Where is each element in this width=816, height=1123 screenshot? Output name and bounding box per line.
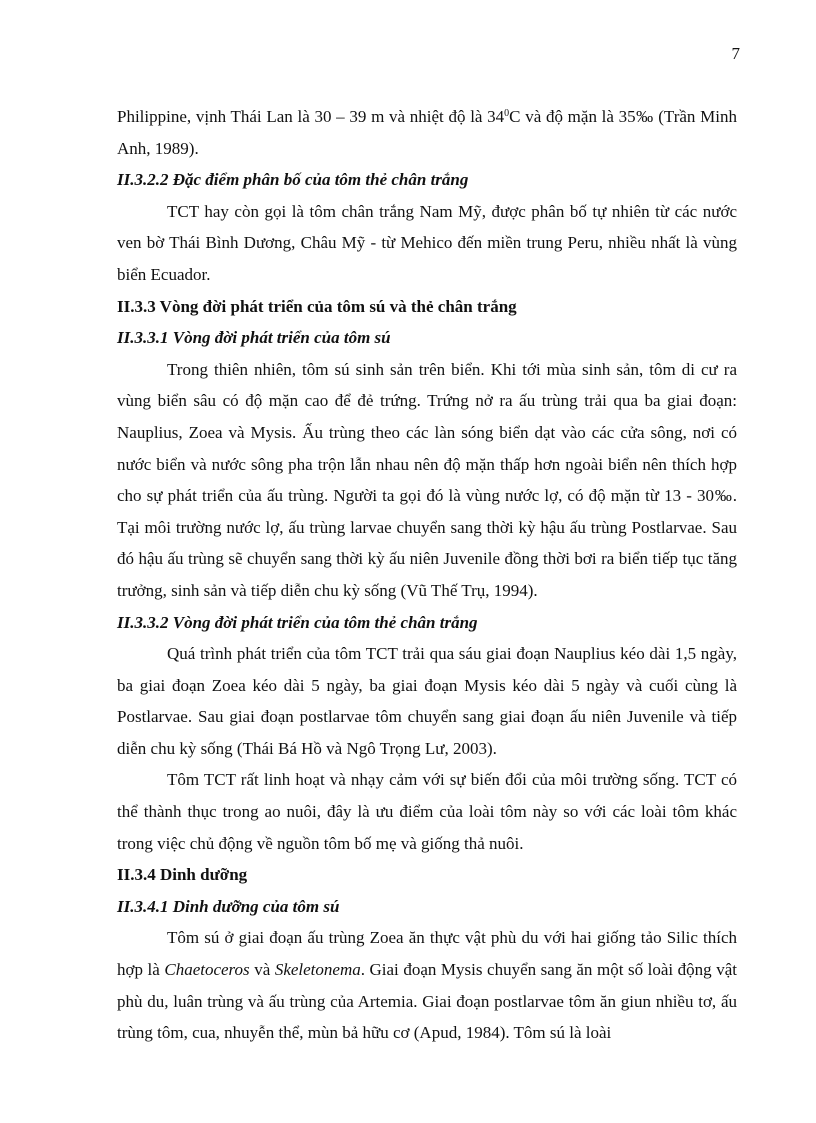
paragraph-3-3-2b: Tôm TCT rất linh hoạt và nhạy cảm với sự biến đổi của môi trường sống. TCT có thể thành thục trong ao nuôi, đây là ưu điểm của loài tôm này so với các loài tôm khác trong việc chủ động về nguồn tôm bố mẹ và giống thả nuôi. bbox=[117, 770, 737, 853]
heading-3-3: II.3.3 Vòng đời phát triển của tôm sú và thẻ chân trắng bbox=[117, 296, 517, 316]
degree-superscript: 0 bbox=[504, 108, 510, 119]
para-text-2: và bbox=[249, 960, 275, 980]
heading-3-3-1: II.3.3.1 Vòng đời phát triển của tôm sú bbox=[117, 328, 391, 348]
heading-3-2-2: II.3.2.2 Đặc điểm phân bố của tôm thẻ chân trắng bbox=[117, 170, 469, 190]
paragraph-3-4-1 bbox=[117, 922, 737, 1048]
paragraph-3-2-2: TCT hay còn gọi là tôm chân trắng Nam Mỹ, được phân bố tự nhiên từ các nước ven bờ Thái Bình Dương, Châu Mỹ - từ Mehico đến miền trung Peru, nhiều nhất là vùng biển Ecuador. bbox=[117, 201, 737, 284]
species-name-chaetoceros: Chaetoceros bbox=[164, 960, 250, 980]
para-text-1: Tôm sú ở giai đoạn ấu trùng Zoea ăn thực vật phù du với hai giống tảo Silic thích hợp là bbox=[117, 928, 737, 980]
para-text-3: . Giai đoạn Mysis chuyển sang ăn một số loài động vật phù du, luân trùng và ấu trùng của Artemia. Giai đoạn postlarvae tôm ăn giun nhiều tơ, ấu trùng tôm, cua, nhuyễn thể, mùn bả hữu cơ (Apud, 1984). Tôm sú là loài bbox=[117, 960, 737, 1043]
intro-text-after: C và độ mặn là 35‰ (Trần Minh Anh, 1989). bbox=[117, 107, 737, 158]
heading-3-4: II.3.4 Dinh dưỡng bbox=[117, 865, 248, 885]
document-body bbox=[117, 101, 737, 1049]
page-number: 7 bbox=[731, 44, 740, 63]
intro-paragraph bbox=[117, 101, 737, 164]
paragraph-3-3-2a: Quá trình phát triển của tôm TCT trải qua sáu giai đoạn Nauplius kéo dài 1,5 ngày, ba giai đoạn Zoea kéo dài 5 ngày, ba giai đoạn Mysis kéo dài 5 ngày và cuối cùng là Postlarvae. Sau giai đoạn postlarvae tôm chuyển sang giai đoạn ấu niên Juvenile và tiếp diễn chu kỳ sống (Thái Bá Hồ và Ngô Trọng Lư, 2003). bbox=[117, 644, 737, 758]
intro-text-before: Philippine, vịnh Thái Lan là 30 – 39 m và nhiệt độ là 34 bbox=[117, 107, 505, 126]
heading-3-3-2: II.3.3.2 Vòng đời phát triển của tôm thẻ chân trắng bbox=[117, 612, 478, 632]
species-name-skeletonema: Skeletonema bbox=[274, 960, 361, 980]
paragraph-3-3-1: Trong thiên nhiên, tôm sú sinh sản trên biển. Khi tới mùa sinh sản, tôm di cư ra vùng biển sâu có độ mặn cao để đẻ trứng. Trứng nở ra ấu trùng trải qua ba giai đoạn: Nauplius, Zoea và Mysis. Ấu trùng theo các làn sóng biển dạt vào các cửa sông, nơi có nước biển và nước sông pha trộn lẫn nhau nên độ mặn thấp hơn ngoài biển nên thích hợp cho sự phát triển của ấu trùng. Người ta gọi đó là vùng nước lợ, có độ mặn từ 13 - 30‰. Tại môi trường nước lợ, ấu trùng larvae chuyển sang thời kỳ hậu ấu trùng Postlarvae. Sau đó hậu ấu trùng sẽ chuyển sang thời kỳ ấu niên Juvenile đồng thời bơi ra biển tiếp tục tăng trưởng, sinh sản và tiếp diễn chu kỳ sống (Vũ Thế Trụ, 1994). bbox=[117, 359, 737, 600]
heading-3-4-1: II.3.4.1 Dinh dưỡng của tôm sú bbox=[117, 896, 340, 916]
